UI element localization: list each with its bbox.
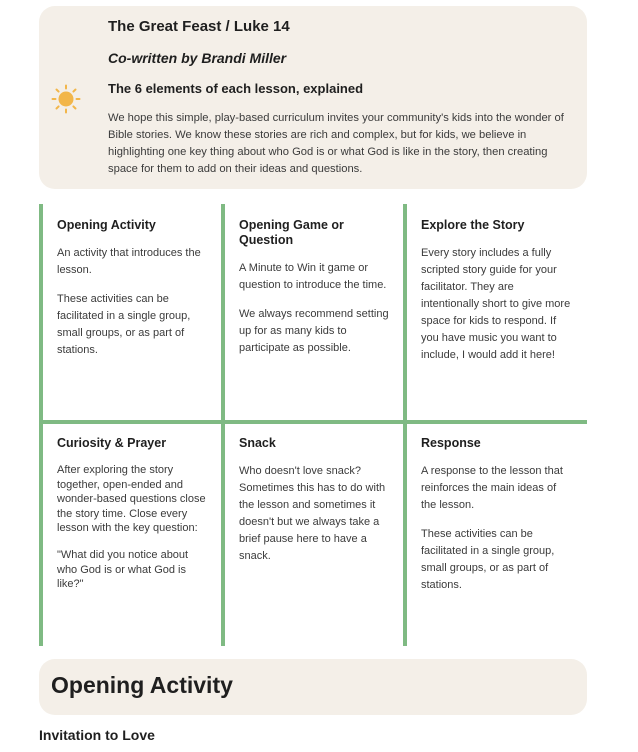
element-card-response [421,436,573,606]
element-card-opening-game [239,218,391,369]
element-text: After exploring the story together, open-ended and wonder-based questions close the story time. Close every lesson with the key question: [57,464,206,535]
element-text: A response to the lesson that reinforces the main ideas of the lesson. [421,465,563,511]
element-text: Who doesn't love snack? Sometimes this has to do with the lesson and sometimes it doesn't but we always take a brief pause here to have a snack. [239,465,386,562]
lesson-title: The Great Feast / Luke 14 [108,18,290,35]
element-text: Every story includes a fully scripted story guide for your facilitator. They are intentionally short to give more space for kids to respond. If you have music you want to include, I would add it here! [421,247,571,361]
element-title: Opening Activity [57,218,156,232]
grid-divider-vertical [403,204,407,646]
element-card-snack [239,436,391,577]
intro-panel [39,6,587,189]
element-text: These activities can be facilitated in a single group, small groups, or as part of stations. [57,293,191,356]
element-text: These activities can be facilitated in a single group, small groups, or as part of stations. [421,528,555,591]
author-line: Co-written by Brandi Miller [108,50,287,66]
lesson-elements-grid [39,204,587,646]
key-question: "What did you notice about who God is or what God is like?" [57,548,189,591]
element-title: Response [421,436,481,450]
element-card-opening-activity [57,218,209,371]
element-card-explore-story [421,218,573,376]
element-title: Curiosity & Prayer [57,436,167,450]
grid-divider-vertical [39,204,43,646]
elements-heading: The 6 elements of each lesson, explained [108,81,364,96]
intro-description: We hope this simple, play-based curriculum invites your community's kids into the wonder of Bible stories. We know these stories are rich and complex, but for kids, we believe in highlighting one key thing about who God is or what God is like in the story, then creating space for them to add on their ideas and questions. [108,112,564,175]
element-card-curiosity-prayer [57,436,209,604]
element-text: An activity that introduces the lesson. [57,247,201,276]
element-title: Explore the Story [421,218,525,232]
element-text: We always recommend setting up for as many kids to participate as possible. [239,308,389,354]
element-title: Snack [239,436,276,450]
grid-divider-horizontal [39,420,587,424]
element-title: Opening Game or Question [239,218,344,247]
section-heading: Opening Activity [51,672,233,698]
grid-divider-vertical [221,204,225,646]
element-text: A Minute to Win it game or question to introduce the time. [239,262,387,291]
activity-title: Invitation to Love [39,727,155,743]
sun-icon [51,84,81,114]
section-banner [39,659,587,715]
